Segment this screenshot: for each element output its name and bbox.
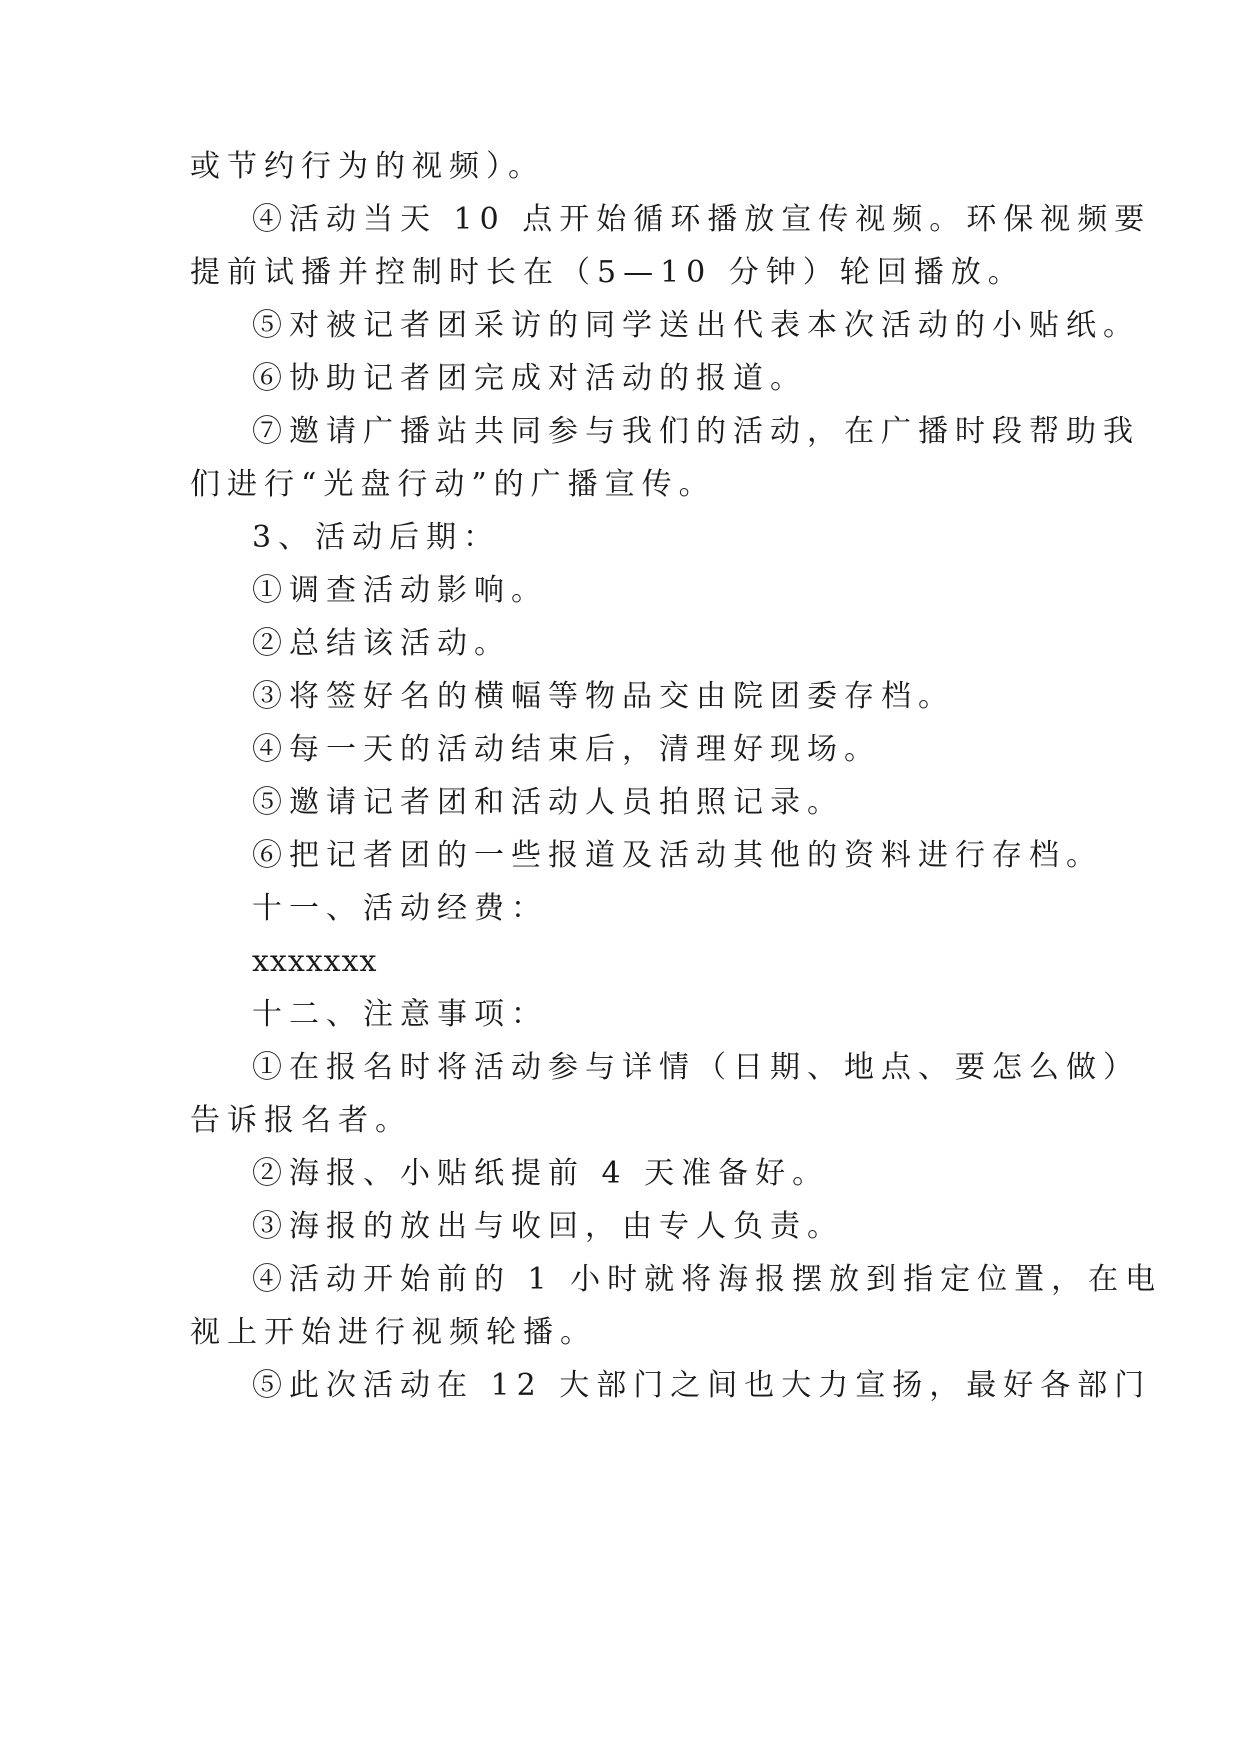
- text-line: ④活动当天 10 点开始循环播放宣传视频。环保视频要: [252, 202, 1152, 237]
- text-line: ⑥把记者团的一些报道及活动其他的资料进行存档。: [252, 838, 1103, 873]
- text-line: 或节约行为的视频）。: [190, 149, 545, 184]
- text-line: ⑥协助记者团完成对活动的报道。: [252, 361, 807, 396]
- text-line: ④活动开始前的 1 小时就将海报摆放到指定位置，在电: [252, 1262, 1163, 1297]
- text-line: ③海报的放出与收回，由专人负责。: [252, 1209, 844, 1244]
- text-line: 们进行“光盘行动”的广播宣传。: [190, 467, 716, 502]
- text-line: ②总结该活动。: [252, 626, 511, 661]
- text-line: 告诉报名者。: [190, 1103, 412, 1138]
- text-line: ①调查活动影响。: [252, 573, 548, 608]
- text-line: ⑤对被记者团采访的同学送出代表本次活动的小贴纸。: [252, 308, 1140, 343]
- text-line: ③将签好名的横幅等物品交由院团委存档。: [252, 679, 955, 714]
- text-line: ⑤邀请记者团和活动人员拍照记录。: [252, 785, 844, 820]
- budget-placeholder: xxxxxxx: [252, 944, 378, 979]
- text-line: ⑦邀请广播站共同参与我们的活动，在广播时段帮助我: [252, 414, 1140, 449]
- text-line: 提前试播并控制时长在（5—10 分钟）轮回播放。: [190, 255, 1025, 290]
- text-line: ⑤此次活动在 12 大部门之间也大力宣扬，最好各部门: [252, 1368, 1152, 1403]
- text-line: ②海报、小贴纸提前 4 天准备好。: [252, 1156, 830, 1191]
- section-heading: 十一、活动经费：: [252, 891, 548, 926]
- text-line: ④每一天的活动结束后，清理好现场。: [252, 732, 881, 767]
- section-heading: 3、活动后期：: [252, 520, 501, 555]
- text-line: ①在报名时将活动参与详情（日期、地点、要怎么做）: [252, 1050, 1140, 1085]
- section-heading: 十二、注意事项：: [252, 997, 548, 1032]
- text-line: 视上开始进行视频轮播。: [190, 1315, 597, 1350]
